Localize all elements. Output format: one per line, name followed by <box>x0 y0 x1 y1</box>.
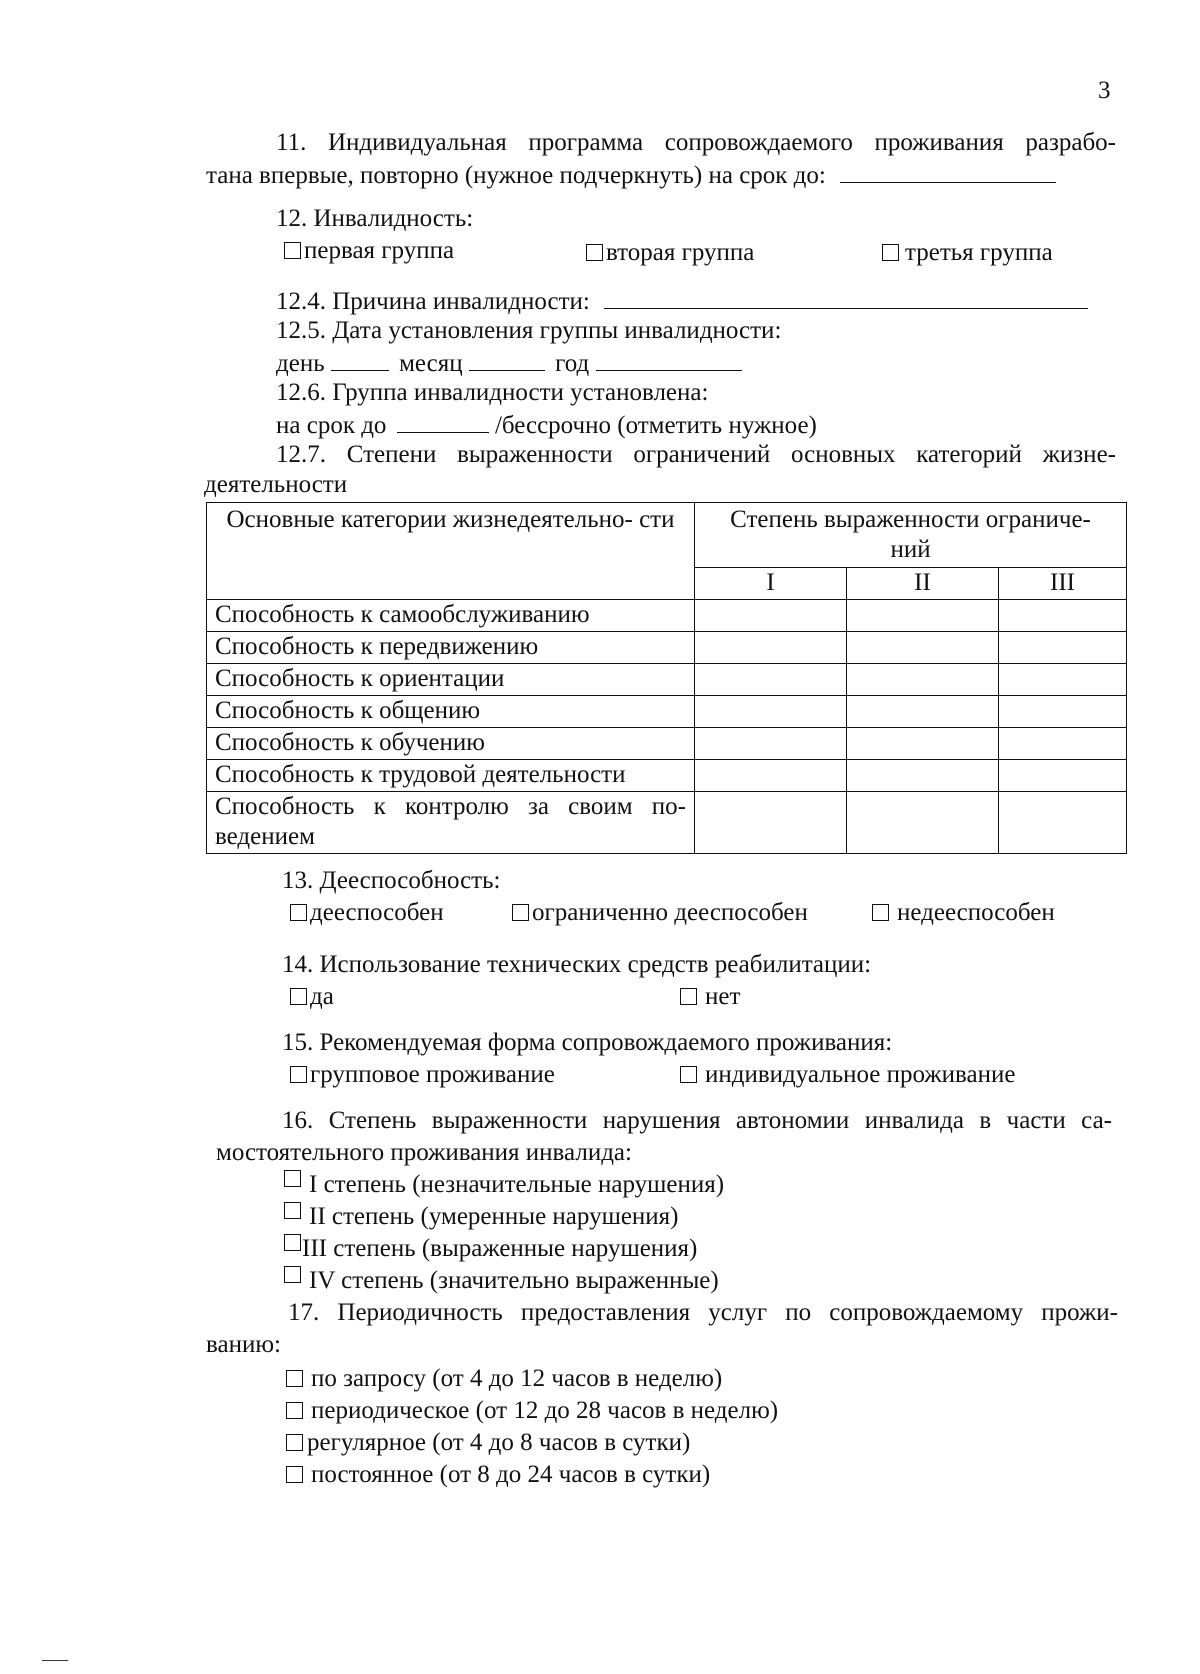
option-label: постоянное (от 8 до 24 часов в сутки) <box>311 1461 711 1488</box>
term-prefix: на срок до <box>276 412 387 439</box>
option-label: II степень (умеренные нарушения) <box>309 1203 679 1230</box>
month-label: месяц <box>399 350 463 377</box>
cell-degree-1[interactable] <box>695 632 847 664</box>
cell-degree-2[interactable] <box>847 792 999 854</box>
table-row <box>207 728 1127 760</box>
checkbox[interactable] <box>872 904 889 921</box>
individual-living-option[interactable] <box>680 1060 1016 1090</box>
checkbox[interactable] <box>680 1066 697 1083</box>
option-label: вторая группа <box>606 239 755 266</box>
cell-degree-3[interactable] <box>999 792 1127 854</box>
disability-group-3-option[interactable] <box>882 238 1053 268</box>
checkbox[interactable] <box>286 1370 303 1387</box>
row-category <box>207 792 695 854</box>
checkbox[interactable] <box>680 988 697 1005</box>
month-blank[interactable] <box>469 348 545 371</box>
frequency-permanent-option[interactable] <box>286 1460 710 1490</box>
row-category: Способность к ориентации <box>207 664 695 696</box>
table-row <box>207 600 1127 632</box>
section-14-title: 14. Использование технических средств реабилитации: <box>282 951 872 978</box>
cell-degree-3[interactable] <box>999 760 1127 792</box>
disability-group-2-option[interactable] <box>586 238 754 268</box>
checkbox[interactable] <box>512 904 529 921</box>
disability-group-1-option[interactable] <box>284 236 454 266</box>
row-category: Способность к общению <box>207 696 695 728</box>
option-label: групповое проживание <box>310 1061 555 1088</box>
option-label: нет <box>705 983 741 1010</box>
cell-degree-1[interactable] <box>695 664 847 696</box>
section-12-title: 12. Инвалидность: <box>276 205 474 232</box>
disability-cause-blank[interactable] <box>604 286 1088 309</box>
scan-mark <box>42 1660 68 1661</box>
option-label: регулярное (от 4 до 8 часов в сутки) <box>307 1429 691 1456</box>
header-degree-3: III <box>999 568 1127 600</box>
table-row <box>207 696 1127 728</box>
option-label: ограниченно дееспособен <box>532 899 808 926</box>
section-11-text: тана впервые, повторно (нужное подчеркнуть) на срок до: <box>206 162 826 189</box>
tech-means-yes-option[interactable] <box>290 982 334 1012</box>
section-11-line1: 11. Индивидуальная программа сопровождаемого проживания разрабо- <box>276 129 1116 156</box>
frequency-periodic-option[interactable] <box>286 1396 778 1426</box>
checkbox[interactable] <box>284 1170 301 1187</box>
row-category-line1: Способность к контролю за своим по- <box>215 793 686 820</box>
autonomy-degree-3-option[interactable] <box>284 1234 697 1264</box>
checkbox[interactable] <box>286 1466 303 1483</box>
option-label: первая группа <box>304 237 455 264</box>
checkbox[interactable] <box>586 244 603 261</box>
term-date-blank[interactable] <box>397 410 489 433</box>
section-12-7-line2: деятельности <box>204 471 348 498</box>
cell-degree-2[interactable] <box>847 696 999 728</box>
option-label: III степень (выраженные нарушения) <box>302 1235 698 1262</box>
frequency-regular-option[interactable] <box>286 1428 690 1458</box>
day-blank[interactable] <box>331 348 389 371</box>
section-11-line2 <box>206 160 1056 191</box>
page-number: 3 <box>1098 77 1111 104</box>
option-label: да <box>310 983 334 1010</box>
term-blank[interactable] <box>840 160 1056 183</box>
section-17-line2: ванию: <box>206 1331 281 1358</box>
disability-cause-label: 12.4. Причина инвалидности: <box>276 288 590 315</box>
cell-degree-1[interactable] <box>695 600 847 632</box>
checkbox[interactable] <box>286 1402 303 1419</box>
row-category: Способность к обучению <box>207 728 695 760</box>
year-blank[interactable] <box>596 348 742 371</box>
table-row <box>207 760 1127 792</box>
limitations-table <box>206 502 1127 854</box>
section-16-line1: 16. Степень выраженности нарушения автономии инвалида в части са- <box>282 1107 1112 1134</box>
checkbox[interactable] <box>284 1202 301 1219</box>
cell-degree-3[interactable] <box>999 632 1127 664</box>
group-living-option[interactable] <box>290 1060 555 1090</box>
autonomy-degree-1-option[interactable] <box>284 1170 724 1200</box>
checkbox[interactable] <box>284 242 301 259</box>
option-label: индивидуальное проживание <box>705 1061 1016 1088</box>
cell-degree-1[interactable] <box>695 728 847 760</box>
capable-option[interactable] <box>290 898 444 928</box>
section-12-5-label: 12.5. Дата установления группы инвалидности: <box>276 317 782 344</box>
table-row <box>207 664 1127 696</box>
cell-degree-1[interactable] <box>695 760 847 792</box>
cell-degree-2[interactable] <box>847 760 999 792</box>
limited-capable-option[interactable] <box>512 898 808 928</box>
autonomy-degree-2-option[interactable] <box>284 1202 679 1232</box>
option-label: I степень (незначительные нарушения) <box>309 1171 725 1198</box>
day-label: день <box>276 350 325 377</box>
cell-degree-2[interactable] <box>847 664 999 696</box>
cell-degree-3[interactable] <box>999 696 1127 728</box>
row-category: Способность к самообслуживанию <box>207 600 695 632</box>
incapable-option[interactable] <box>872 898 1055 928</box>
row-category-line2: ведением <box>215 823 315 850</box>
date-fields <box>276 348 742 379</box>
cell-degree-3[interactable] <box>999 664 1127 696</box>
checkbox[interactable] <box>286 1434 303 1451</box>
year-label: год <box>555 350 590 377</box>
table-row <box>207 632 1127 664</box>
cell-degree-3[interactable] <box>999 728 1127 760</box>
term-suffix: /бессрочно (отметить нужное) <box>494 412 817 439</box>
cell-degree-2[interactable] <box>847 632 999 664</box>
section-17-line1: 17. Периодичность предоставления услуг по сопровождаемому прожи- <box>288 1299 1118 1326</box>
option-label: недееспособен <box>897 899 1055 926</box>
checkbox[interactable] <box>290 988 307 1005</box>
section-15-title: 15. Рекомендуемая форма сопровождаемого проживания: <box>282 1029 893 1056</box>
cell-degree-3[interactable] <box>999 600 1127 632</box>
checkbox[interactable] <box>284 1234 301 1251</box>
header-categories: Основные категории жизнедеятельно- сти <box>207 503 695 600</box>
term-fields <box>276 410 817 441</box>
section-12-7-line1: 12.7. Степени выраженности ограничений основных категорий жизне- <box>276 441 1116 468</box>
checkbox[interactable] <box>882 244 899 261</box>
row-category: Способность к трудовой деятельности <box>207 760 695 792</box>
header-degree: Степень выраженности ограниче- ний <box>695 503 1127 568</box>
frequency-on-request-option[interactable] <box>286 1364 722 1394</box>
option-label: дееспособен <box>310 899 444 926</box>
header-degree-1: I <box>695 568 847 600</box>
header-degree-2: II <box>847 568 999 600</box>
table-row <box>207 792 1127 854</box>
cell-degree-1[interactable] <box>695 696 847 728</box>
section-12-4 <box>276 286 1088 317</box>
autonomy-degree-4-option[interactable] <box>284 1266 719 1296</box>
section-12-6-label: 12.6. Группа инвалидности установлена: <box>276 379 709 406</box>
cell-degree-2[interactable] <box>847 728 999 760</box>
tech-means-no-option[interactable] <box>680 982 740 1012</box>
section-13-title: 13. Дееспособность: <box>282 867 501 894</box>
option-label: по запросу (от 4 до 12 часов в неделю) <box>311 1365 723 1392</box>
row-category: Способность к передвижению <box>207 632 695 664</box>
option-label: периодическое (от 12 до 28 часов в неделю) <box>311 1397 779 1424</box>
section-16-line2: мостоятельного проживания инвалида: <box>216 1139 632 1166</box>
option-label: IV степень (значительно выраженные) <box>309 1267 719 1294</box>
checkbox[interactable] <box>284 1266 301 1283</box>
option-label: третья группа <box>905 239 1053 266</box>
cell-degree-2[interactable] <box>847 600 999 632</box>
checkbox[interactable] <box>290 1066 307 1083</box>
checkbox[interactable] <box>290 904 307 921</box>
cell-degree-1[interactable] <box>695 792 847 854</box>
